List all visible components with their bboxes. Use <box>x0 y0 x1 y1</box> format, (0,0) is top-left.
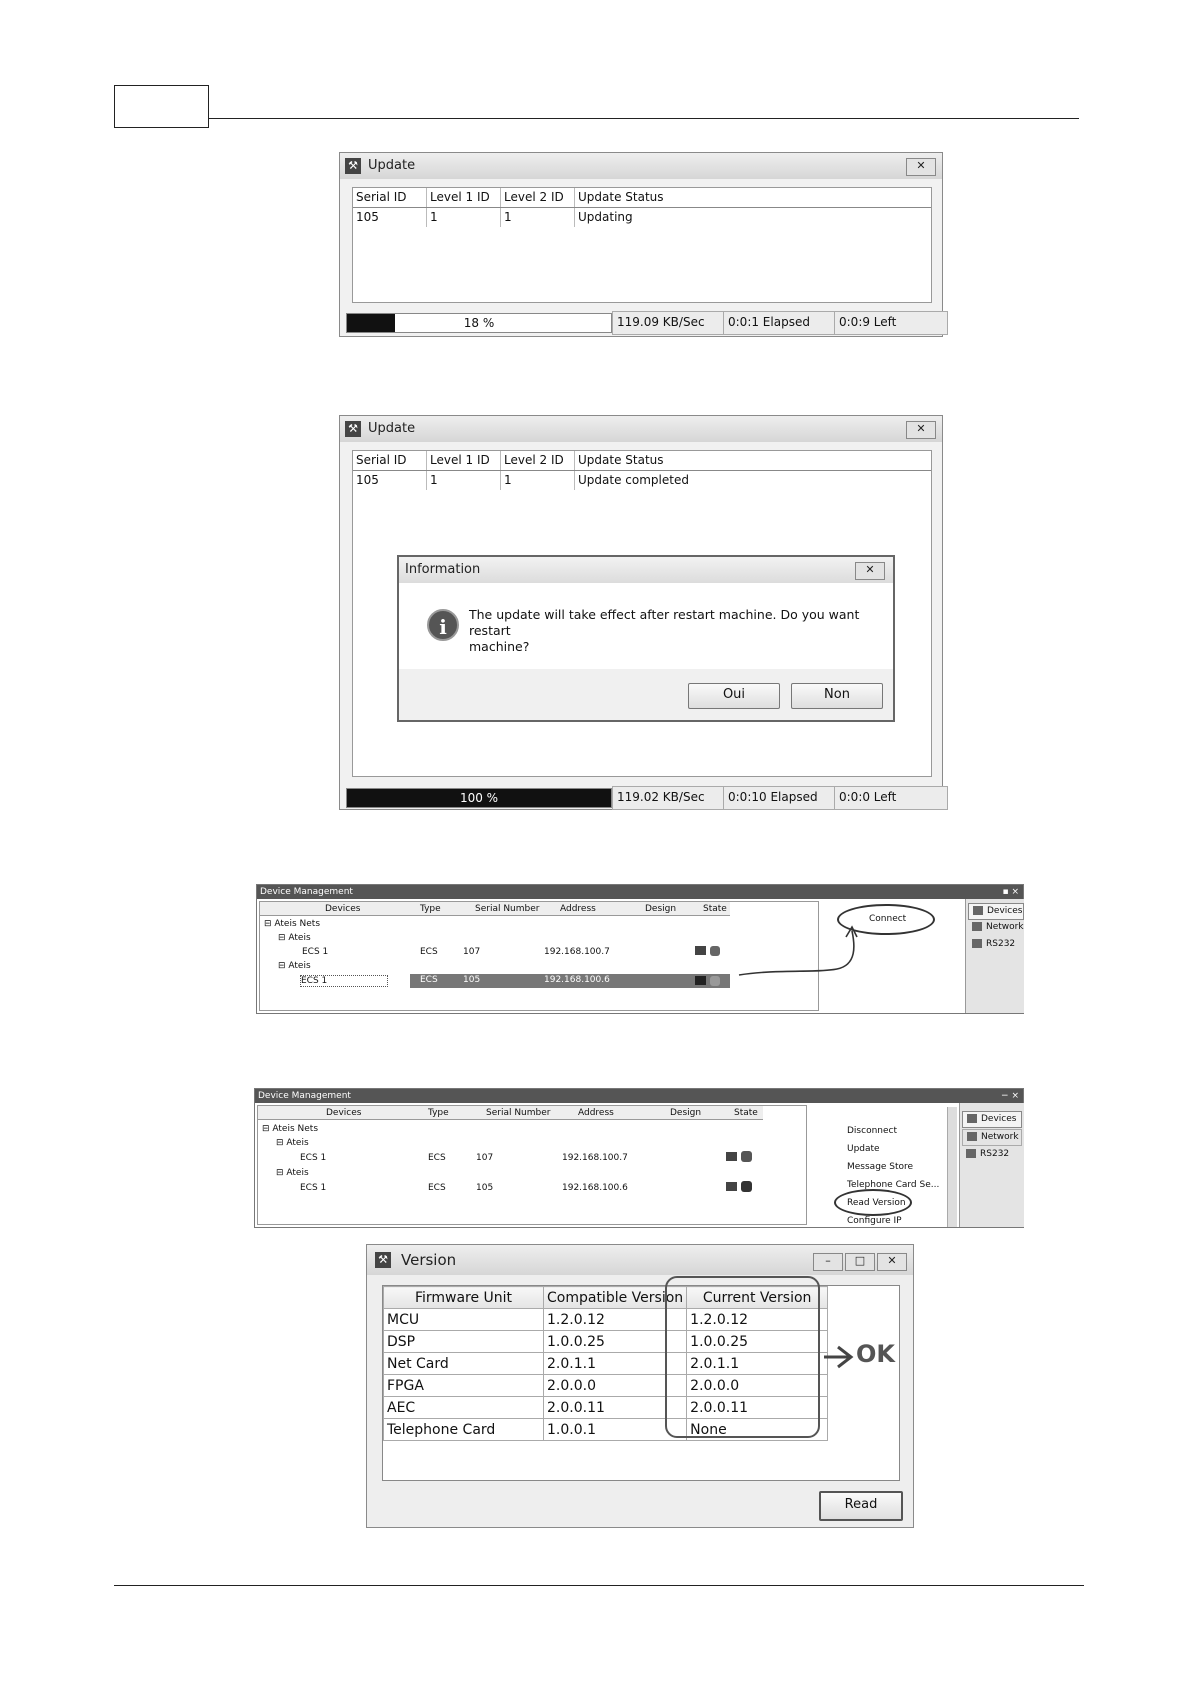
maximize-button[interactable]: □ <box>845 1253 875 1271</box>
tree-node-device[interactable]: ECS 1 <box>300 1183 327 1193</box>
message-line: The update will take effect after restart machine. Do you want restart <box>469 607 860 638</box>
device-serial: 105 <box>463 975 481 985</box>
current-version: 2.0.0.11 <box>687 1397 828 1419</box>
firmware-unit: Telephone Card <box>384 1419 544 1441</box>
cell: 1 <box>501 208 575 227</box>
current-version: 2.0.0.0 <box>687 1375 828 1397</box>
cell: 1 <box>427 208 501 227</box>
window-titlebar <box>340 153 942 179</box>
column-header[interactable]: Level 2 ID <box>501 451 575 470</box>
menu-item-configure-ip[interactable]: Configure IP <box>847 1216 902 1226</box>
menu-item-disconnect[interactable]: Disconnect <box>847 1126 897 1136</box>
column-header[interactable]: State <box>703 904 727 914</box>
tree-node-device[interactable]: ECS 1 <box>302 947 329 957</box>
menu-item-connect[interactable]: Connect <box>869 914 907 924</box>
app-icon: ⚒ <box>375 1252 391 1268</box>
update-window-complete <box>339 415 943 810</box>
network-tab[interactable] <box>968 920 1024 935</box>
device-address: 192.168.100.7 <box>562 1153 628 1163</box>
table-row[interactable] <box>353 471 931 490</box>
device-management-panel-connect <box>256 884 1024 1014</box>
column-header[interactable]: Devices <box>326 1108 362 1118</box>
ok-label: OK <box>856 1340 895 1368</box>
device-type: ECS <box>428 1153 446 1163</box>
elapsed-time: 0:0:10 Elapsed <box>723 786 837 810</box>
column-header[interactable]: Compatible Version <box>544 1287 687 1309</box>
message-line: machine? <box>469 639 530 654</box>
firmware-unit: FPGA <box>384 1375 544 1397</box>
column-header[interactable]: Level 1 ID <box>427 451 501 470</box>
header-rule <box>209 118 1079 119</box>
column-header[interactable]: Current Version <box>687 1287 828 1309</box>
transfer-speed: 119.09 KB/Sec <box>612 311 726 335</box>
app-icon: ⚒ <box>345 421 361 437</box>
info-icon: i <box>427 609 459 641</box>
information-dialog <box>397 555 895 722</box>
device-type: ECS <box>420 947 438 957</box>
no-button[interactable]: Non <box>791 683 883 709</box>
window-title: Update <box>368 158 416 173</box>
device-management-panel-readversion <box>254 1088 1024 1228</box>
table-header <box>353 188 931 208</box>
cell: 105 <box>353 208 427 227</box>
close-button[interactable]: ✕ <box>906 158 936 176</box>
cell: 1 <box>427 471 501 490</box>
device-address: 192.168.100.6 <box>544 975 610 985</box>
compatible-version: 1.0.0.1 <box>544 1419 687 1441</box>
column-header[interactable]: Address <box>560 904 596 914</box>
panel-pin-close[interactable]: ▪ × <box>1002 887 1019 897</box>
close-button[interactable]: ✕ <box>906 421 936 439</box>
column-header[interactable]: Devices <box>325 904 361 914</box>
progress-bar <box>346 788 612 808</box>
column-header[interactable]: State <box>734 1108 758 1118</box>
firmware-unit: DSP <box>384 1331 544 1353</box>
progress-bar <box>346 313 612 333</box>
rs232-tab[interactable] <box>962 1147 1009 1162</box>
device-serial: 107 <box>463 947 481 957</box>
device-serial: 107 <box>476 1153 494 1163</box>
column-header[interactable]: Level 1 ID <box>427 188 501 207</box>
window-title: Update <box>368 421 416 436</box>
version-table-container <box>382 1285 900 1481</box>
minimize-button[interactable]: – <box>813 1253 843 1271</box>
page-number-box <box>114 85 209 128</box>
firmware-unit: Net Card <box>384 1353 544 1375</box>
current-version: 1.2.0.12 <box>687 1309 828 1331</box>
firmware-unit: MCU <box>384 1309 544 1331</box>
compatible-version: 2.0.1.1 <box>544 1353 687 1375</box>
device-serial: 105 <box>476 1183 494 1193</box>
read-button[interactable]: Read <box>819 1491 903 1521</box>
time-left: 0:0:9 Left <box>834 311 948 335</box>
current-version: 1.0.0.25 <box>687 1331 828 1353</box>
tree-node-nets[interactable]: ⊟ Ateis Nets <box>264 919 321 929</box>
progress-label: 100 % <box>459 791 499 805</box>
grid-header <box>260 902 730 916</box>
dialog-titlebar <box>399 557 893 583</box>
window-titlebar <box>367 1245 913 1275</box>
column-header[interactable]: Design <box>670 1108 702 1118</box>
devices-label: Devices <box>981 1114 1017 1124</box>
rs232-icon <box>966 1149 976 1158</box>
dialog-title: Information <box>405 562 481 577</box>
compatible-version: 2.0.0.0 <box>544 1375 687 1397</box>
column-header[interactable]: Serial Number <box>486 1108 551 1118</box>
yes-button[interactable]: Oui <box>688 683 780 709</box>
annotation-arrow <box>737 925 877 985</box>
device-type: ECS <box>420 975 438 985</box>
elapsed-time: 0:0:1 Elapsed <box>723 311 837 335</box>
connect-plug-icon[interactable] <box>741 1181 752 1192</box>
column-header[interactable]: Serial ID <box>353 188 427 207</box>
devices-icon <box>967 1114 977 1123</box>
rs232-label: RS232 <box>980 1149 1010 1159</box>
current-version: None <box>687 1419 828 1441</box>
column-header[interactable]: Firmware Unit <box>384 1287 544 1309</box>
current-version: 2.0.1.1 <box>687 1353 828 1375</box>
rs232-tab[interactable] <box>968 937 1015 952</box>
compatible-version: 1.0.0.25 <box>544 1331 687 1353</box>
app-icon: ⚒ <box>345 158 361 174</box>
update-window-progress <box>339 152 943 337</box>
tree-node-group[interactable]: ⊟ Ateis <box>278 933 311 943</box>
side-toolbar <box>959 1103 1024 1227</box>
column-header[interactable]: Serial Number <box>475 904 540 914</box>
cell: 1 <box>501 471 575 490</box>
grid-header <box>258 1106 763 1120</box>
column-header[interactable]: Update Status <box>578 453 664 467</box>
close-button[interactable]: ✕ <box>877 1253 907 1271</box>
time-left: 0:0:0 Left <box>834 786 948 810</box>
menu-item-read-version[interactable]: Read Version <box>847 1198 906 1208</box>
tree-node-device-selected[interactable]: ECS 1 <box>300 975 388 987</box>
panel-title: Device Management <box>258 1091 351 1101</box>
column-header[interactable]: Level 2 ID <box>501 188 575 207</box>
compatible-version: 2.0.0.11 <box>544 1397 687 1419</box>
cell: 105 <box>353 471 427 490</box>
network-icon <box>967 1132 977 1141</box>
column-header[interactable]: Address <box>578 1108 614 1118</box>
menu-item-telephone-card[interactable]: Telephone Card Se... <box>847 1180 940 1190</box>
device-type: ECS <box>428 1183 446 1193</box>
current-version-highlight <box>665 1276 820 1438</box>
network-tab[interactable] <box>962 1129 1022 1146</box>
connect-plug-icon[interactable] <box>741 1151 752 1162</box>
devices-icon <box>973 906 983 915</box>
side-toolbar <box>965 899 1024 1013</box>
tree-node-group[interactable]: ⊟ Ateis <box>278 961 311 971</box>
progress-label: 18 % <box>463 316 495 330</box>
dialog-close-button[interactable]: ✕ <box>855 562 885 580</box>
design-ellipsis-icon[interactable] <box>726 1152 737 1161</box>
column-header[interactable]: Type <box>420 904 441 914</box>
tree-node-group[interactable]: ⊟ Ateis <box>276 1138 309 1148</box>
cell: Updating <box>578 210 633 224</box>
devices-label: Devices <box>987 906 1023 916</box>
arrow-right-icon <box>822 1344 854 1370</box>
connect-plug-icon[interactable] <box>710 976 720 986</box>
network-label: Network <box>986 922 1024 932</box>
update-table <box>352 187 932 303</box>
design-ellipsis-icon[interactable] <box>695 946 706 955</box>
device-address: 192.168.100.7 <box>544 947 610 957</box>
panel-title-bar <box>255 1089 1023 1103</box>
design-ellipsis-icon[interactable] <box>726 1182 737 1191</box>
menu-item-update[interactable]: Update <box>847 1144 880 1154</box>
panel-pin-close[interactable]: − × <box>1001 1091 1019 1101</box>
rs232-label: RS232 <box>986 939 1016 949</box>
connect-plug-icon[interactable] <box>710 946 720 956</box>
firmware-unit: AEC <box>384 1397 544 1419</box>
panel-title-bar <box>257 885 1023 899</box>
window-title: Version <box>401 1251 457 1269</box>
tree-node-device[interactable]: ECS 1 <box>300 1153 327 1163</box>
rs232-icon <box>972 939 982 948</box>
vertical-scrollbar[interactable] <box>947 1107 957 1227</box>
compatible-version: 1.2.0.12 <box>544 1309 687 1331</box>
column-header[interactable]: Serial ID <box>353 451 427 470</box>
device-grid <box>257 1105 807 1225</box>
column-header[interactable]: Type <box>428 1108 449 1118</box>
ok-annotation <box>822 1340 902 1374</box>
network-icon <box>972 922 982 931</box>
window-titlebar <box>340 416 942 442</box>
version-window <box>366 1244 914 1528</box>
tree-node-nets[interactable]: ⊟ Ateis Nets <box>262 1124 319 1134</box>
table-row[interactable] <box>353 208 931 227</box>
column-header[interactable]: Update Status <box>578 190 664 204</box>
context-menu <box>815 1109 955 1227</box>
cell: Update completed <box>578 473 689 487</box>
dialog-message <box>469 607 889 655</box>
devices-tab[interactable] <box>962 1111 1022 1128</box>
column-header[interactable]: Design <box>645 904 677 914</box>
panel-title: Device Management <box>260 887 353 897</box>
device-grid <box>259 901 819 1011</box>
menu-item-message-store[interactable]: Message Store <box>847 1162 914 1172</box>
tree-node-group[interactable]: ⊟ Ateis <box>276 1168 309 1178</box>
footer-rule <box>114 1585 1084 1586</box>
device-address: 192.168.100.6 <box>562 1183 628 1193</box>
devices-tab[interactable] <box>968 903 1024 920</box>
table-header <box>353 451 931 471</box>
design-ellipsis-icon[interactable] <box>695 976 706 985</box>
network-label: Network <box>981 1132 1019 1142</box>
highlight-ellipse <box>834 1189 912 1216</box>
transfer-speed: 119.02 KB/Sec <box>612 786 726 810</box>
